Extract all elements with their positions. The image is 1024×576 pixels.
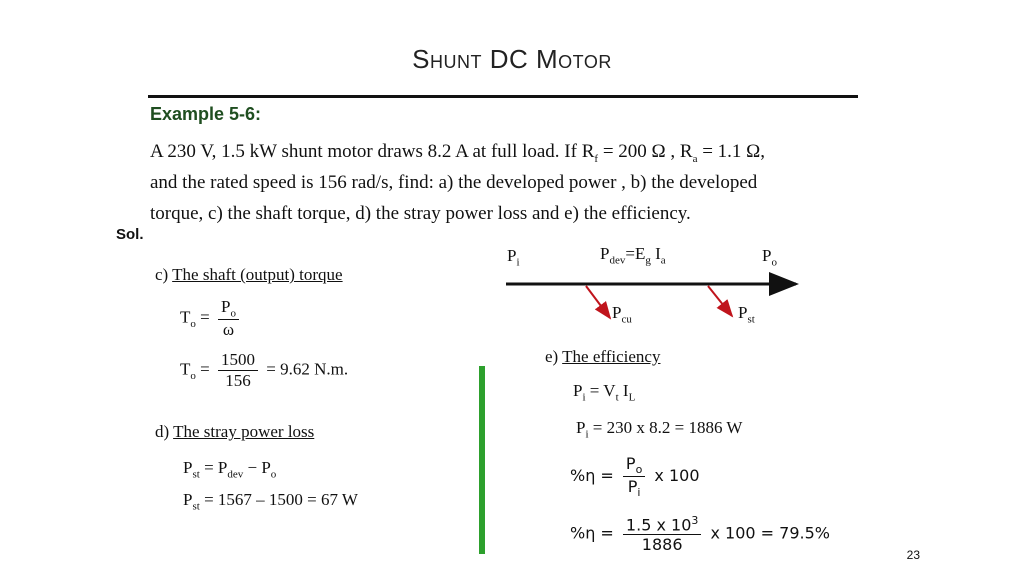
green-divider-bar [479, 366, 485, 554]
label-stray-loss: $P_{st}$ [738, 303, 755, 326]
section-d-heading: d) The stray power loss [155, 422, 315, 441]
label-developed-power: $P_{dev}=E_g$ $I_a$ [600, 244, 666, 267]
input-power-calc: $P_i = 230$ x 8.2 = 1886 W [576, 418, 743, 441]
problem-line-3: torque, c) the shaft torque, d) the stray power loss and e) the efficiency. [150, 203, 691, 224]
page-number: 23 [906, 548, 920, 562]
stray-loss-formula: $P_{st} = P_{dev} - P_o$ [183, 458, 277, 481]
efficiency-formula: %η = $\frac{P_o}{P_i}$ x 100 [570, 454, 700, 500]
label-output-power: $P_o$ [762, 246, 777, 269]
stray-loss-arrow [708, 286, 732, 316]
efficiency-calc: %η = $\frac{1.5 x 10^3}{1886}$ x 100 = 79.5% [570, 514, 830, 555]
copper-loss-arrow [586, 286, 610, 318]
problem-line-2: and the rated speed is 156 rad/s, find: a) the developed power , b) the developed [150, 172, 758, 193]
example-heading: Example 5-6: [150, 104, 262, 124]
slide-title: Shunt DC Motor [412, 44, 612, 74]
input-power-formula: $P_i = V_t$ $I_L$ [573, 381, 636, 404]
shaft-torque-formula: $T_o$ = $\frac{P_o}{\omega}$ [180, 297, 243, 340]
label-input-power: $P_i$ [507, 246, 520, 269]
sol-label: Sol. [116, 226, 144, 243]
stray-loss-calc: $P_{st} = 1567 - 1500 = 67$ W [183, 490, 358, 513]
section-e-heading: e) The efficiency [545, 347, 661, 366]
problem-line-1: A 230 V, 1.5 kW shunt motor draws 8.2 A at full load. If $R_f = 200$ Ω , $R_a = 1.1$ Ω, [150, 141, 766, 165]
section-c-heading: c) The shaft (output) torque [155, 265, 343, 284]
label-copper-loss: $P_{cu}$ [612, 303, 632, 326]
shaft-torque-calc: $T_o$ = $\frac{1500}{156}$ = 9.62 N.m. [180, 350, 349, 390]
title-divider [148, 95, 858, 98]
